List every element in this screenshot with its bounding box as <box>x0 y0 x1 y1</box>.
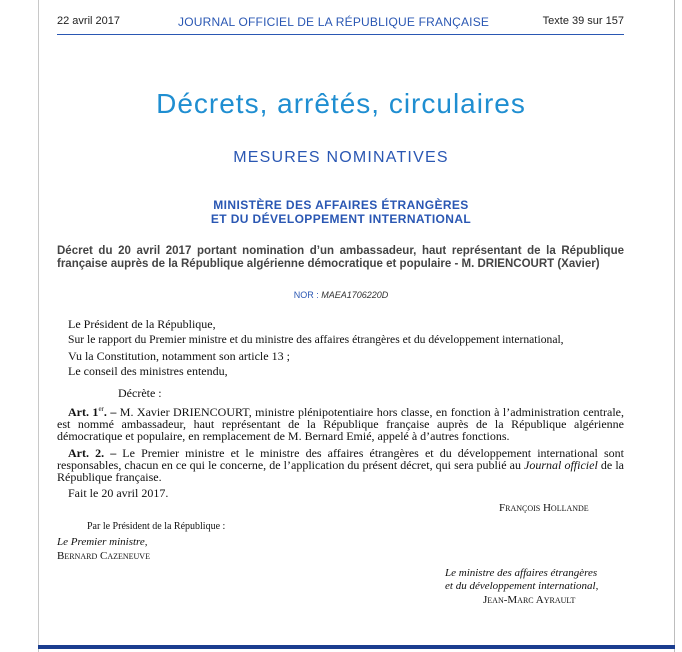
section-title: Décrets, arrêtés, circulaires <box>156 88 526 119</box>
ministry-heading <box>0 198 682 226</box>
signature-minister-title: Le ministre des affaires étrangères <box>445 567 598 579</box>
article-1-label: Art. 1 <box>68 405 99 419</box>
article-2 <box>57 447 624 483</box>
header-rule <box>57 34 624 35</box>
subsection-title: MESURES NOMINATIVES <box>233 149 449 166</box>
signature-pm-title: Le Premier ministre, <box>57 536 148 548</box>
page-bottom-border <box>38 645 675 649</box>
signature-minister-title: et du développement international, <box>445 580 599 592</box>
signature-pm-name: Bernard Cazeneuve <box>57 550 150 562</box>
done-at: Fait le 20 avril 2017. <box>68 486 169 500</box>
article-1 <box>57 403 624 442</box>
signature-par-le-president: Par le Président de la République : <box>87 521 226 532</box>
article-2-label: Art. 2. – <box>68 446 117 460</box>
ministry-line-2: ET DU DÉVELOPPEMENT INTERNATIONAL <box>210 212 472 226</box>
header-text-ref: Texte 39 sur 157 <box>542 15 624 27</box>
ministry-line-1: MINISTÈRE DES AFFAIRES ÉTRANGÈRES <box>213 198 469 212</box>
preamble-line: Sur le rapport du Premier ministre et du ministre des affaires étrangères et du développement international, <box>68 333 564 346</box>
article-2-text-end: de la République française. <box>57 458 624 484</box>
decrete-label: Décrète : <box>118 386 162 400</box>
article-1-sup: er <box>98 405 104 413</box>
article-2-text: Le Premier ministre et le ministre des affaires étrangères et du développement international sont responsables, chacun en ce qui le concerne, de l’application du présent décret, qui sera publié au <box>57 446 624 472</box>
preamble-line: Le Président de la République, <box>68 317 216 331</box>
header-journal-title: JOURNAL OFFICIEL DE LA RÉPUBLIQUE FRANÇAISE <box>178 15 490 29</box>
header-date: 22 avril 2017 <box>57 15 120 27</box>
decree-title: Décret du 20 avril 2017 portant nomination d’un ambassadeur, haut représentant de la République française auprès de la République algérienne démocratique et populaire - M. DRIENCOURT (Xavier) <box>57 245 624 270</box>
article-1-text: M. Xavier DRIENCOURT, ministre plénipotentiaire hors classe, en fonction à l’administration centrale, est nommé ambassadeur, haut représentant de la République française auprès de la République algérienne démocratique et populaire, en remplacement de M. Bernard Emié, appelé à d’autres fonctions. <box>57 405 624 443</box>
signature-minister-name: Jean-Marc Ayrault <box>483 594 576 606</box>
nor-label: NOR : <box>293 290 319 300</box>
article-1-sep: . – <box>103 405 117 419</box>
nor-reference <box>0 290 682 300</box>
signature-president: François Hollande <box>499 502 589 514</box>
article-2-journal: Journal officiel <box>524 458 598 472</box>
preamble-line: Le conseil des ministres entendu, <box>68 364 228 378</box>
preamble-line: Vu la Constitution, notamment son article 13 ; <box>68 349 290 363</box>
nor-value: MAEA1706220D <box>321 290 389 300</box>
